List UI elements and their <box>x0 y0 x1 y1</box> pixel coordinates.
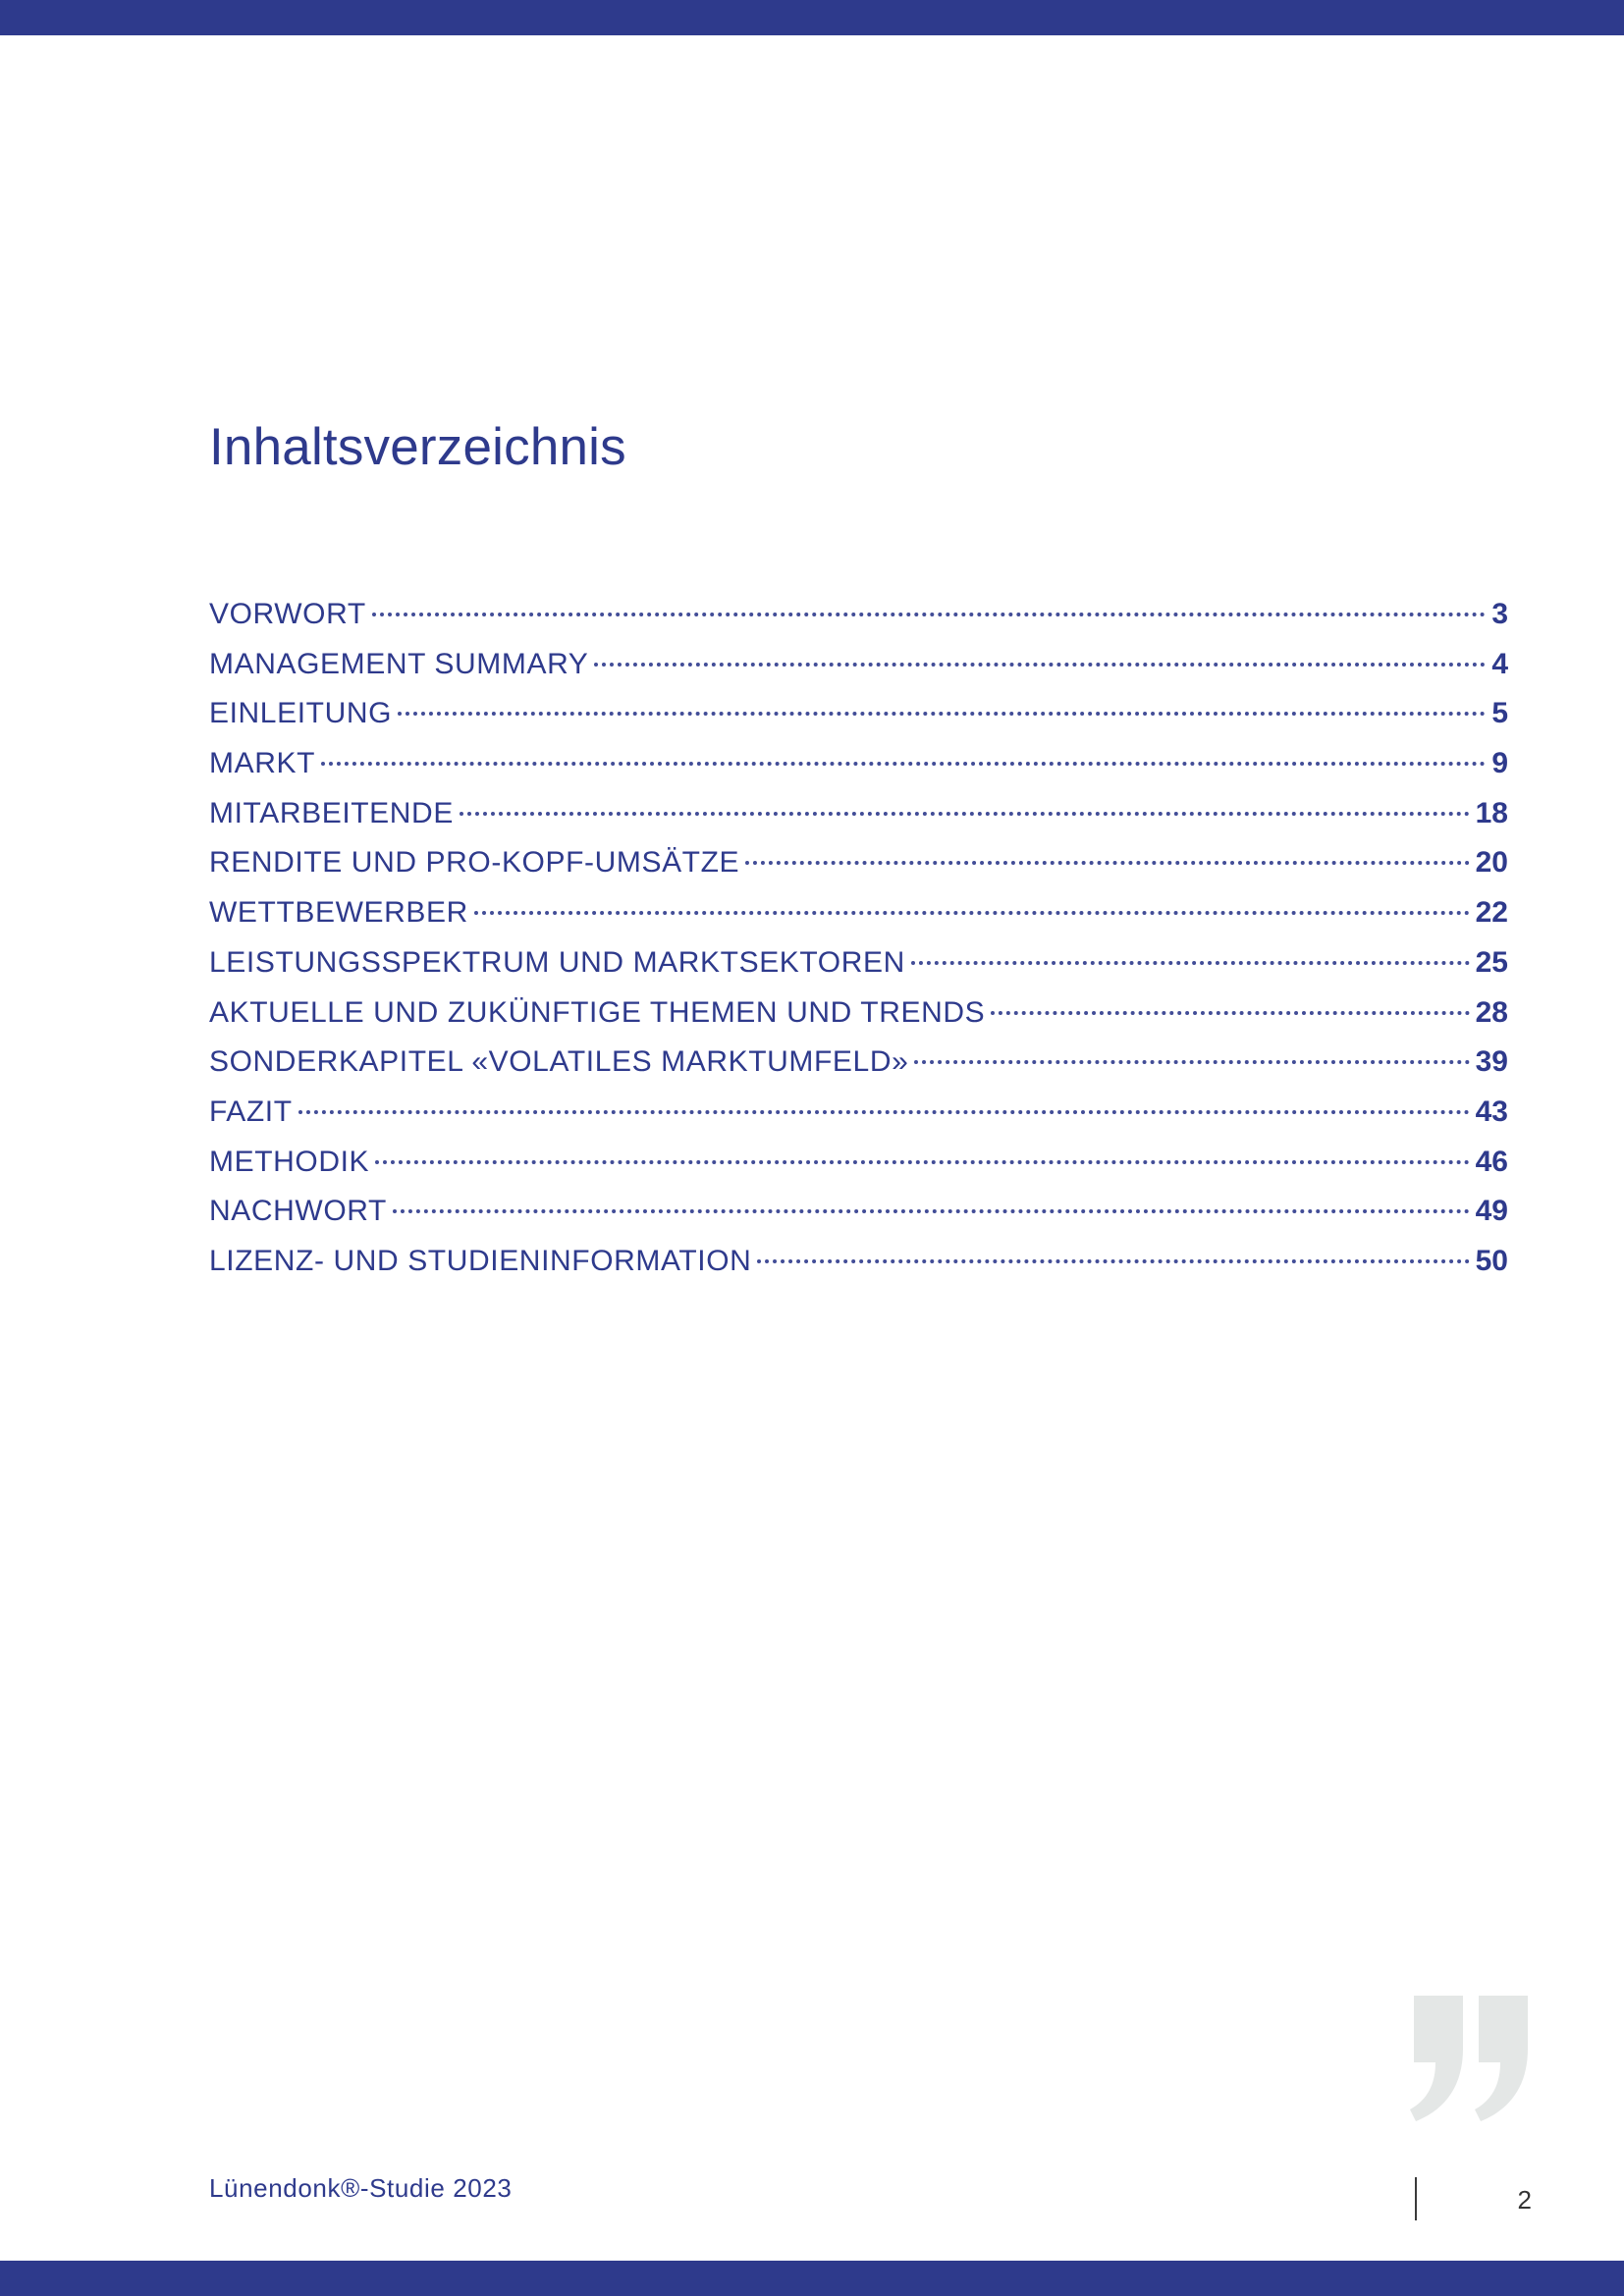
toc-entry[interactable] <box>209 689 1508 739</box>
toc-entry-label: NACHWORT <box>209 1195 387 1228</box>
toc-dot-leader <box>372 613 1487 616</box>
toc-dot-leader <box>460 812 1470 816</box>
top-color-bar <box>0 0 1624 35</box>
footer-divider <box>1415 2177 1417 2220</box>
bottom-color-bar <box>0 2261 1624 2296</box>
toc-entry-page: 39 <box>1475 1045 1508 1079</box>
toc-entry-page: 18 <box>1475 796 1508 829</box>
toc-entry-label: METHODIK <box>209 1145 370 1178</box>
toc-dot-leader <box>393 1209 1470 1213</box>
toc-entry-label: AKTUELLE UND ZUKÜNFTIGE THEMEN UND TRENDS <box>209 995 986 1029</box>
page-title: Inhaltsverzeichnis <box>209 418 626 476</box>
toc-entry-label: LEISTUNGSSPEKTRUM UND MARKTSEKTOREN <box>209 945 905 979</box>
toc-entry-page: 50 <box>1475 1244 1508 1277</box>
toc-entry-label: MANAGEMENT SUMMARY <box>209 647 589 680</box>
toc-dot-leader <box>745 861 1469 865</box>
toc-entry-page: 5 <box>1491 697 1508 730</box>
toc-entry[interactable] <box>209 789 1508 839</box>
toc-entry[interactable] <box>209 1038 1508 1088</box>
quote-mark-right <box>1475 1996 1528 2121</box>
toc-entry[interactable] <box>209 640 1508 690</box>
toc-dot-leader <box>757 1259 1469 1263</box>
toc-entry-page: 9 <box>1491 747 1508 780</box>
footer-study-label: Lünendonk®-Studie 2023 <box>209 2173 513 2203</box>
toc-dot-leader <box>375 1160 1469 1164</box>
toc-entry[interactable] <box>209 988 1508 1039</box>
toc-entry-page: 25 <box>1475 945 1508 979</box>
toc-dot-leader <box>914 1060 1469 1064</box>
toc-entry-page: 4 <box>1491 647 1508 680</box>
toc-entry-page: 3 <box>1491 598 1508 630</box>
toc-dot-leader <box>474 911 1470 915</box>
toc-entry-page: 43 <box>1475 1095 1508 1128</box>
toc-entry[interactable] <box>209 888 1508 938</box>
toc-dot-leader <box>991 1011 1469 1015</box>
toc-entry[interactable] <box>209 1088 1508 1138</box>
table-of-contents <box>209 590 1508 1287</box>
toc-entry-label: VORWORT <box>209 598 366 630</box>
toc-entry-page: 22 <box>1475 896 1508 930</box>
toc-entry-label: WETTBEWERBER <box>209 896 468 930</box>
toc-entry[interactable] <box>209 838 1508 888</box>
toc-entry[interactable] <box>209 1138 1508 1188</box>
toc-entry-label: FAZIT <box>209 1095 293 1128</box>
toc-entry-label: SONDERKAPITEL «VOLATILES MARKTUMFELD» <box>209 1045 909 1079</box>
page-number: 2 <box>1517 2185 1532 2215</box>
toc-entry-label: MARKT <box>209 747 315 780</box>
toc-dot-leader <box>298 1110 1470 1114</box>
toc-entry-page: 20 <box>1475 846 1508 880</box>
toc-entry[interactable] <box>209 1187 1508 1237</box>
toc-entry-page: 46 <box>1475 1145 1508 1178</box>
toc-dot-leader <box>911 961 1470 965</box>
toc-dot-leader <box>398 712 1486 716</box>
toc-entry[interactable] <box>209 1237 1508 1287</box>
toc-entry[interactable] <box>209 938 1508 988</box>
toc-entry-label: MITARBEITENDE <box>209 796 454 829</box>
toc-entry[interactable] <box>209 739 1508 789</box>
toc-dot-leader <box>594 663 1486 667</box>
toc-entry-label: LIZENZ- UND STUDIENINFORMATION <box>209 1244 752 1277</box>
toc-entry-label: EINLEITUNG <box>209 697 393 730</box>
toc-entry-page: 28 <box>1475 995 1508 1029</box>
toc-dot-leader <box>321 762 1486 766</box>
toc-entry[interactable] <box>209 590 1508 640</box>
closing-quote-icon <box>1406 1988 1534 2125</box>
toc-entry-label: RENDITE UND PRO-KOPF-UMSÄTZE <box>209 846 740 880</box>
toc-entry-page: 49 <box>1475 1195 1508 1228</box>
quote-mark-left <box>1410 1996 1463 2121</box>
